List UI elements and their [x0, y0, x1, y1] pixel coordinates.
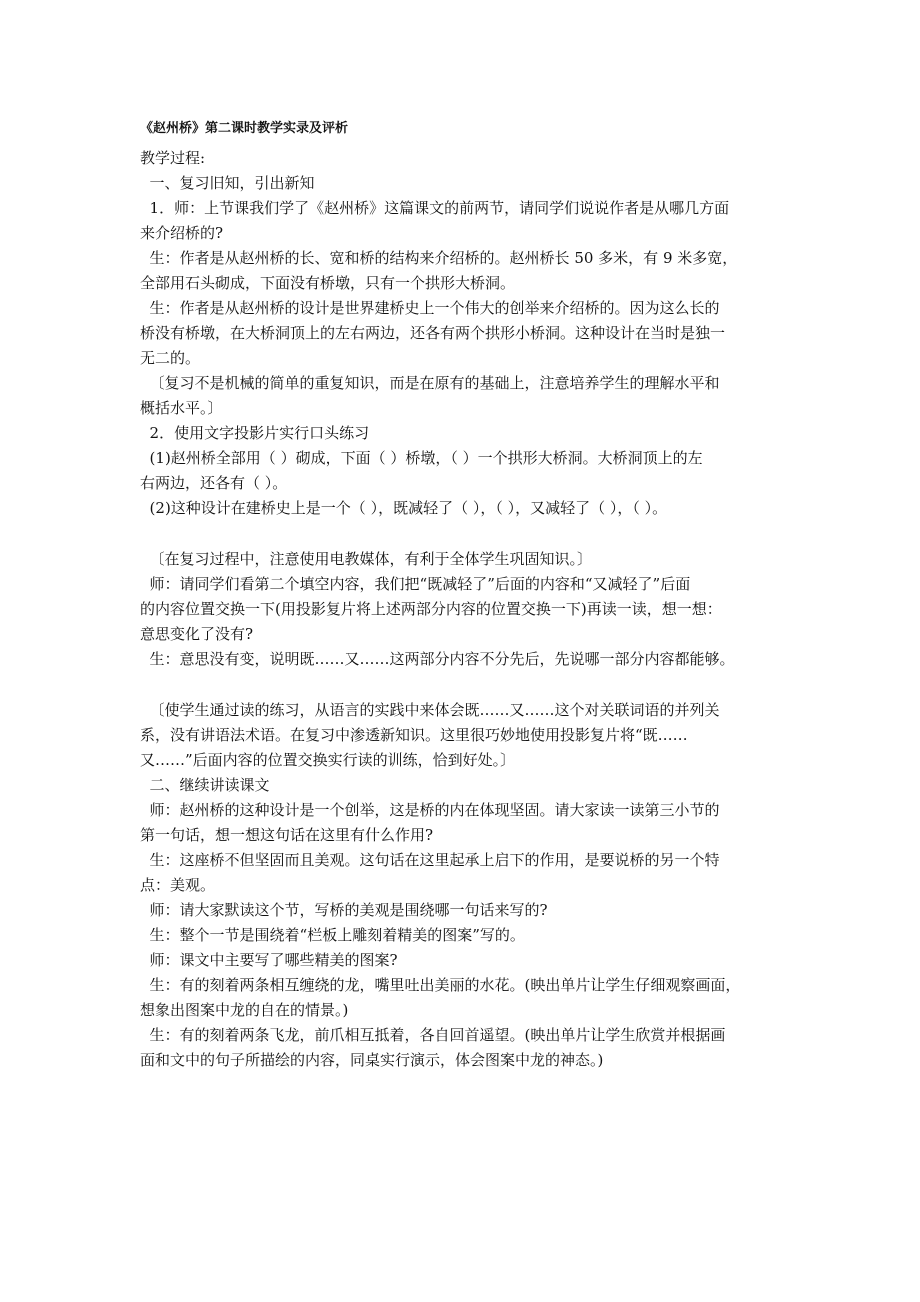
text-line: 第一句话，想一想这句话在这里有什么作用?	[140, 826, 434, 844]
text-line: 1．师：上节课我们学了《赵州桥》这篇课文的前两节，请同学们说说作者是从哪几方面	[140, 199, 730, 217]
document-page	[140, 120, 790, 1073]
section-heading: 二、继续讲读课文	[140, 776, 270, 794]
exercise-line: (2)这种设计在建桥史上是一个（ ），既减轻了（ ），（ ），又减轻了（ ），（ ）。	[140, 499, 668, 517]
text-line: 教学过程:	[140, 149, 206, 167]
text-line: 生：作者是从赵州桥的长、宽和桥的结构来介绍桥的。赵州桥长 50 多米，有 9 米多宽，	[140, 249, 738, 267]
section-heading: 一、复习旧知，引出新知	[140, 174, 315, 192]
text-line: 师：请同学们看第二个填空内容，我们把“既减轻了”后面的内容和“又减轻了”后面	[140, 575, 691, 593]
text-line: 师：课文中主要写了哪些精美的图案?	[140, 951, 398, 969]
text-line: 点：美观。	[140, 876, 216, 894]
commentary-line: 系，没有讲语法术语。在复习中渗透新知识。这里很巧妙地使用投影复片将“既……	[140, 726, 688, 744]
commentary-line: 〔在复习过程中，注意使用电教媒体，有利于全体学生巩固知识。〕	[140, 550, 593, 568]
text-line: 生：有的刻着两条相互缠绕的龙，嘴里吐出美丽的水花。(映出单片让学生仔细观察画面，	[140, 976, 741, 994]
commentary-line: 又……”后面内容的位置交换实行读的训练，恰到好处。〕	[140, 751, 516, 769]
text-line: 生：整个一节是围绕着“栏板上雕刻着精美的图案”写的。	[140, 926, 525, 944]
text-line: 无二的。	[140, 349, 201, 367]
text-line: 意思变化了没有?	[140, 625, 254, 643]
text-line: 师：赵州桥的这种设计是一个创举，这是桥的内在体现坚固。请大家读一读第三小节的	[140, 801, 720, 819]
exercise-line: (1)赵州桥全部用（ ）砌成，下面（ ）桥墩，（ ）一个拱形大桥洞。大桥洞顶上的左	[140, 449, 703, 467]
text-line: 全部用石头砌成，下面没有桥墩，只有一个拱形大桥洞。	[140, 274, 516, 292]
text-line: 生：意思没有变，说明既……又……这两部分内容不分先后，先说哪一部分内容都能够。	[140, 650, 735, 668]
text-line: 生：这座桥不但坚固而且美观。这句话在这里起承上启下的作用，是要说桥的另一个特	[140, 851, 720, 869]
commentary-line: 概括水平。〕	[140, 399, 223, 417]
text-line: 2．使用文字投影片实行口头练习	[140, 424, 370, 442]
commentary-line: 〔复习不是机械的简单的重复知识，而是在原有的基础上，注意培养学生的理解水平和	[140, 374, 720, 392]
text-line: 师：请大家默读这个节，写桥的美观是围绕哪一句话来写的?	[140, 901, 548, 919]
text-line: 面和文中的句子所描绘的内容，同桌实行演示，体会图案中龙的神态。)	[140, 1051, 604, 1069]
text-line: 的内容位置交换一下(用投影复片将上述两部分内容的位置交换一下)再读一读，想一想：	[140, 600, 722, 618]
text-line: 想象出图案中龙的自在的情景。)	[140, 1001, 349, 1019]
text-line: 生：有的刻着两条飞龙，前爪相互抵着，各自回首遥望。(映出单片让学生欣赏并根据画	[140, 1026, 726, 1044]
text-line: 生：作者是从赵州桥的设计是世界建桥史上一个伟大的创举来介绍桥的。因为这么长的	[140, 299, 720, 317]
text-line: 来介绍桥的?	[140, 224, 224, 242]
document-title: 《赵州桥》第二课时教学实录及评析	[140, 121, 349, 136]
commentary-line: 〔使学生通过读的练习，从语言的实践中来体会既……又……这个对关联词语的并列关	[140, 701, 720, 719]
exercise-line: 右两边，还各有（ ）。	[140, 474, 288, 492]
text-line: 桥没有桥墩，在大桥洞顶上的左右两边，还各有两个拱形小桥洞。这种设计在当时是独一	[140, 324, 726, 342]
